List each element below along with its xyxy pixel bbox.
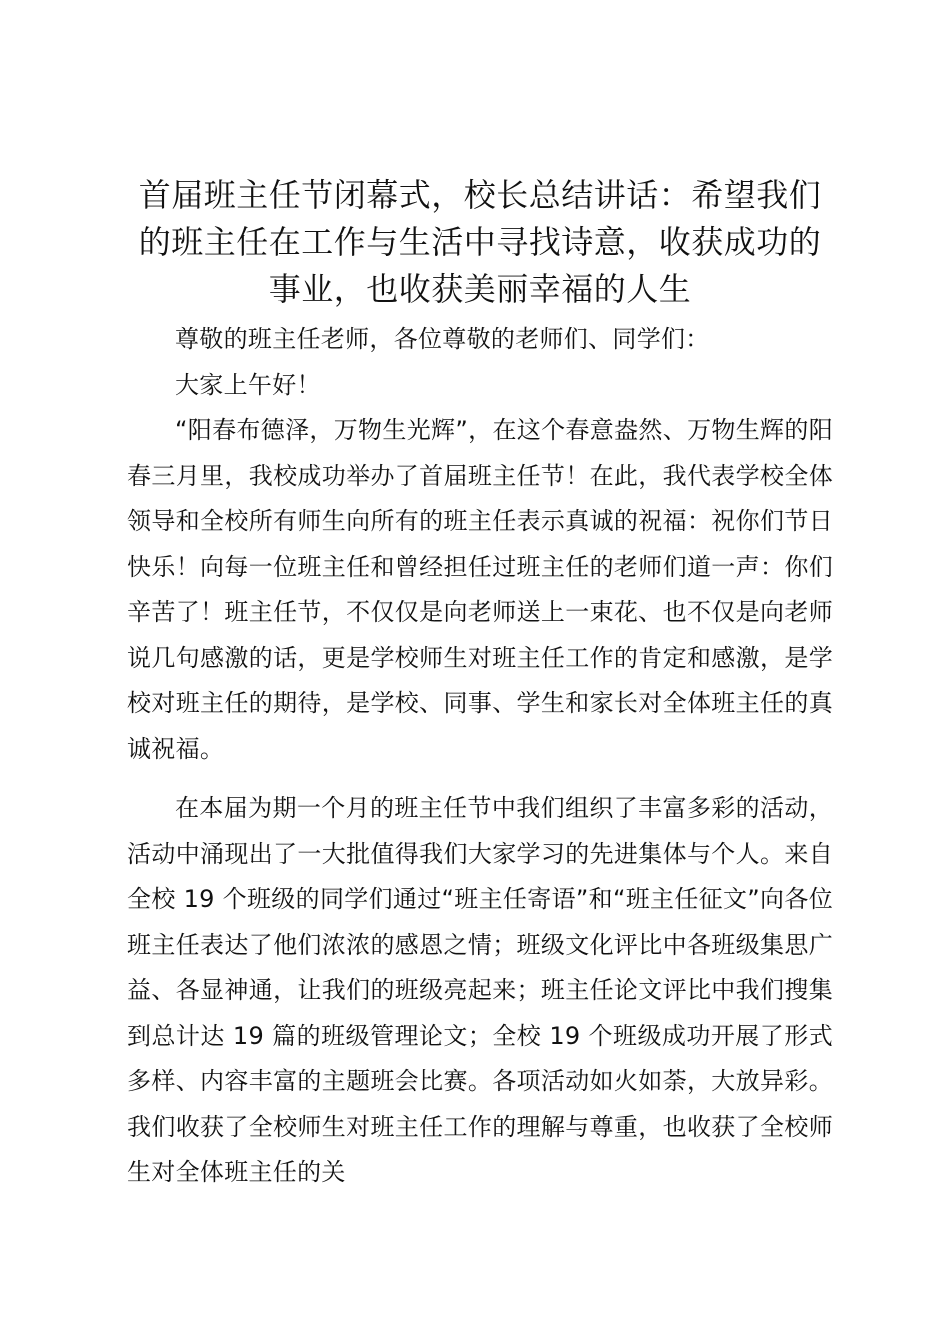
document-page: [127, 172, 833, 1196]
document-title: 首届班主任节闭幕式，校长总结讲话：希望我们的班主任在工作与生活中寻找诗意，收获成功的事业，也收获美丽幸福的人生: [138, 176, 822, 308]
body-paragraph-2: 在本届为期一个月的班主任节中我们组织了丰富多彩的活动，活动中涌现出了一大批值得我们大家学习的先进集体与个人。来自全校 19 个班级的同学们通过“班主任寄语”和“班主任征文”向各位班主任表达了他们浓浓的感恩之情；班级文化评比中各班级集思广益、各显神通，让我们的班级亮起来；班主任论文评比中我们搜集到总计达 19 篇的班级管理论文；全校 19 个班级成功开展了形式多样、内容丰富的主题班会比赛。各项活动如火如荼，大放异彩。我们收获了全校师生对班主任工作的理解与尊重，也收获了全校师生对全体班主任的关: [127, 794, 833, 1186]
salutation-paragraph: 尊敬的班主任老师，各位尊敬的老师们、同学们：: [175, 325, 710, 353]
greeting-paragraph: 大家上午好！: [175, 370, 321, 399]
body-paragraph-1: “阳春布德泽，万物生光辉”，在这个春意盎然、万物生辉的阳春三月里，我校成功举办了首届班主任节！在此，我代表学校全体领导和全校所有师生向所有的班主任表示真诚的祝福：祝你们节日快乐！向每一位班主任和曾经担任过班主任的老师们道一声：你们辛苦了！班主任节，不仅仅是向老师送上一束花、也不仅是向老师说几句感激的话，更是学校师生对班主任工作的肯定和感激，是学校对班主任的期待，是学校、同事、学生和家长对全体班主任的真诚祝福。: [127, 416, 833, 763]
